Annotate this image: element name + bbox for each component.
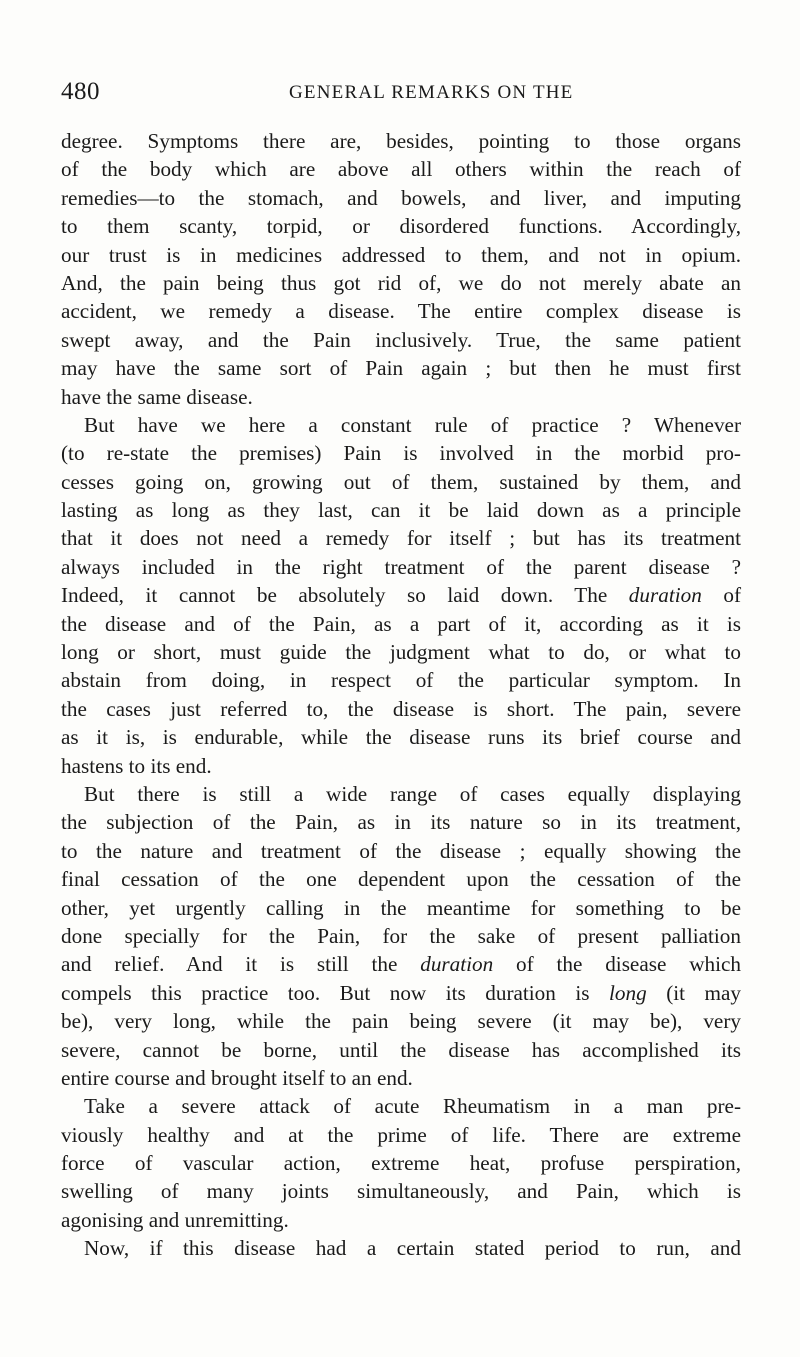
text-line <box>61 127 741 155</box>
text-line-content: compels this practice too. But now its duration is <box>61 980 610 1005</box>
text-line-content: lasting as long as they last, can it be laid down as a principle <box>61 498 741 523</box>
text-line-content: entire course and brought itself to an end. <box>61 1065 413 1090</box>
italic-term: duration <box>628 583 702 608</box>
text-line-content: abstain from doing, in respect of the particular symptom. In <box>61 668 741 693</box>
text-line <box>61 894 741 922</box>
text-line <box>61 638 741 666</box>
text-line-content: swept away, and the Pain inclusively. True, the same patient <box>61 327 741 352</box>
text-line-content: remedies—to the stomach, and bowels, and liver, and imputing <box>61 185 741 210</box>
text-line-content: Take a severe attack of acute Rheumatism in a man pre- <box>84 1094 741 1119</box>
text-line-content: always included in the right treatment of the parent disease ? <box>61 554 741 579</box>
page-header <box>61 78 741 112</box>
text-line-content: long or short, must guide the judgment what to do, or what to <box>61 640 741 665</box>
text-line-content: that it does not need a remedy for itself ; but has its treatment <box>61 526 741 551</box>
text-line-content: severe, cannot be borne, until the disease has accomplished its <box>61 1037 741 1062</box>
text-line <box>61 241 741 269</box>
text-line <box>61 496 741 524</box>
text-line-content: force of vascular action, extreme heat, profuse perspiration, <box>61 1151 741 1176</box>
text-line-content: have the same disease. <box>61 384 253 409</box>
text-line <box>61 865 741 893</box>
text-line <box>61 411 741 439</box>
text-line <box>61 212 741 240</box>
running-head: GENERAL REMARKS ON THE <box>289 82 574 103</box>
text-line-content: (to re-state the premises) Pain is involved in the morbid pro- <box>61 441 741 466</box>
text-line-content: But there is still a wide range of cases equally displaying <box>84 781 741 806</box>
text-line <box>61 950 741 978</box>
text-line-content: Indeed, it cannot be absolutely so laid down. The <box>61 583 629 608</box>
text-line-content: cesses going on, growing out of them, sustained by them, and <box>61 469 741 494</box>
text-line-continuation: (it may <box>646 980 741 1005</box>
text-line <box>61 1177 741 1205</box>
text-line-content: be), very long, while the pain being severe (it may be), very <box>61 1009 741 1034</box>
text-line <box>61 468 741 496</box>
text-line <box>61 1234 741 1262</box>
text-line <box>61 155 741 183</box>
text-line <box>61 752 741 780</box>
text-line <box>61 1007 741 1035</box>
text-line <box>61 1206 741 1234</box>
text-line <box>61 1121 741 1149</box>
text-line <box>61 297 741 325</box>
text-line <box>61 439 741 467</box>
text-line-content: the cases just referred to, the disease is short. The pain, severe <box>61 696 741 721</box>
text-line <box>61 610 741 638</box>
text-line <box>61 666 741 694</box>
text-line-content: degree. Symptoms there are, besides, pointing to those organs <box>61 129 741 153</box>
text-line <box>61 780 741 808</box>
text-line <box>61 326 741 354</box>
text-line <box>61 922 741 950</box>
text-line-content: other, yet urgently calling in the meantime for something to be <box>61 895 741 920</box>
text-line-content: But have we here a constant rule of practice ? Whenever <box>84 412 741 437</box>
text-line-content: swelling of many joints simultaneously, and Pain, which is <box>61 1179 741 1204</box>
text-line-content: as it is, is endurable, while the disease runs its brief course and <box>61 725 741 750</box>
body-text <box>61 127 741 1263</box>
text-line-continuation: of <box>701 583 741 608</box>
text-line-continuation: of the disease which <box>493 952 741 977</box>
text-line-content: our trust is in medicines addressed to them, and not in opium. <box>61 242 741 267</box>
text-line <box>61 184 741 212</box>
text-line-content: accident, we remedy a disease. The entire complex disease is <box>61 299 741 324</box>
text-line-content: agonising and unremitting. <box>61 1207 289 1232</box>
text-line-content: done specially for the Pain, for the sake of present palliation <box>61 923 741 948</box>
text-line <box>61 808 741 836</box>
text-line <box>61 695 741 723</box>
text-line-content: the disease and of the Pain, as a part of it, according as it is <box>61 611 741 636</box>
text-line <box>61 383 741 411</box>
italic-term: duration <box>420 952 494 977</box>
text-line <box>61 1064 741 1092</box>
text-line <box>61 354 741 382</box>
text-line-content: of the body which are above all others within the reach of <box>61 157 741 182</box>
text-line-content: final cessation of the one dependent upon the cessation of the <box>61 867 741 892</box>
italic-term: long <box>609 980 647 1005</box>
text-line <box>61 581 741 609</box>
text-line <box>61 723 741 751</box>
page-number: 480 <box>61 78 100 105</box>
text-line <box>61 1036 741 1064</box>
text-line-content: And, the pain being thus got rid of, we do not merely abate an <box>61 270 741 295</box>
text-line-content: to the nature and treatment of the disease ; equally showing the <box>61 838 741 863</box>
text-line-content: hastens to its end. <box>61 753 212 778</box>
text-line <box>61 979 741 1007</box>
text-line-content: viously healthy and at the prime of life. There are extreme <box>61 1122 741 1147</box>
text-line-content: the subjection of the Pain, as in its nature so in its treatment, <box>61 810 741 835</box>
text-line <box>61 553 741 581</box>
text-line <box>61 1149 741 1177</box>
text-line <box>61 524 741 552</box>
text-line <box>61 269 741 297</box>
text-line <box>61 837 741 865</box>
text-line-content: to them scanty, torpid, or disordered functions. Accordingly, <box>61 214 741 239</box>
text-line-content: Now, if this disease had a certain stated period to run, and <box>84 1236 741 1261</box>
text-line-content: and relief. And it is still the <box>61 952 421 977</box>
text-line <box>61 1092 741 1120</box>
text-line-content: may have the same sort of Pain again ; but then he must first <box>61 356 741 381</box>
